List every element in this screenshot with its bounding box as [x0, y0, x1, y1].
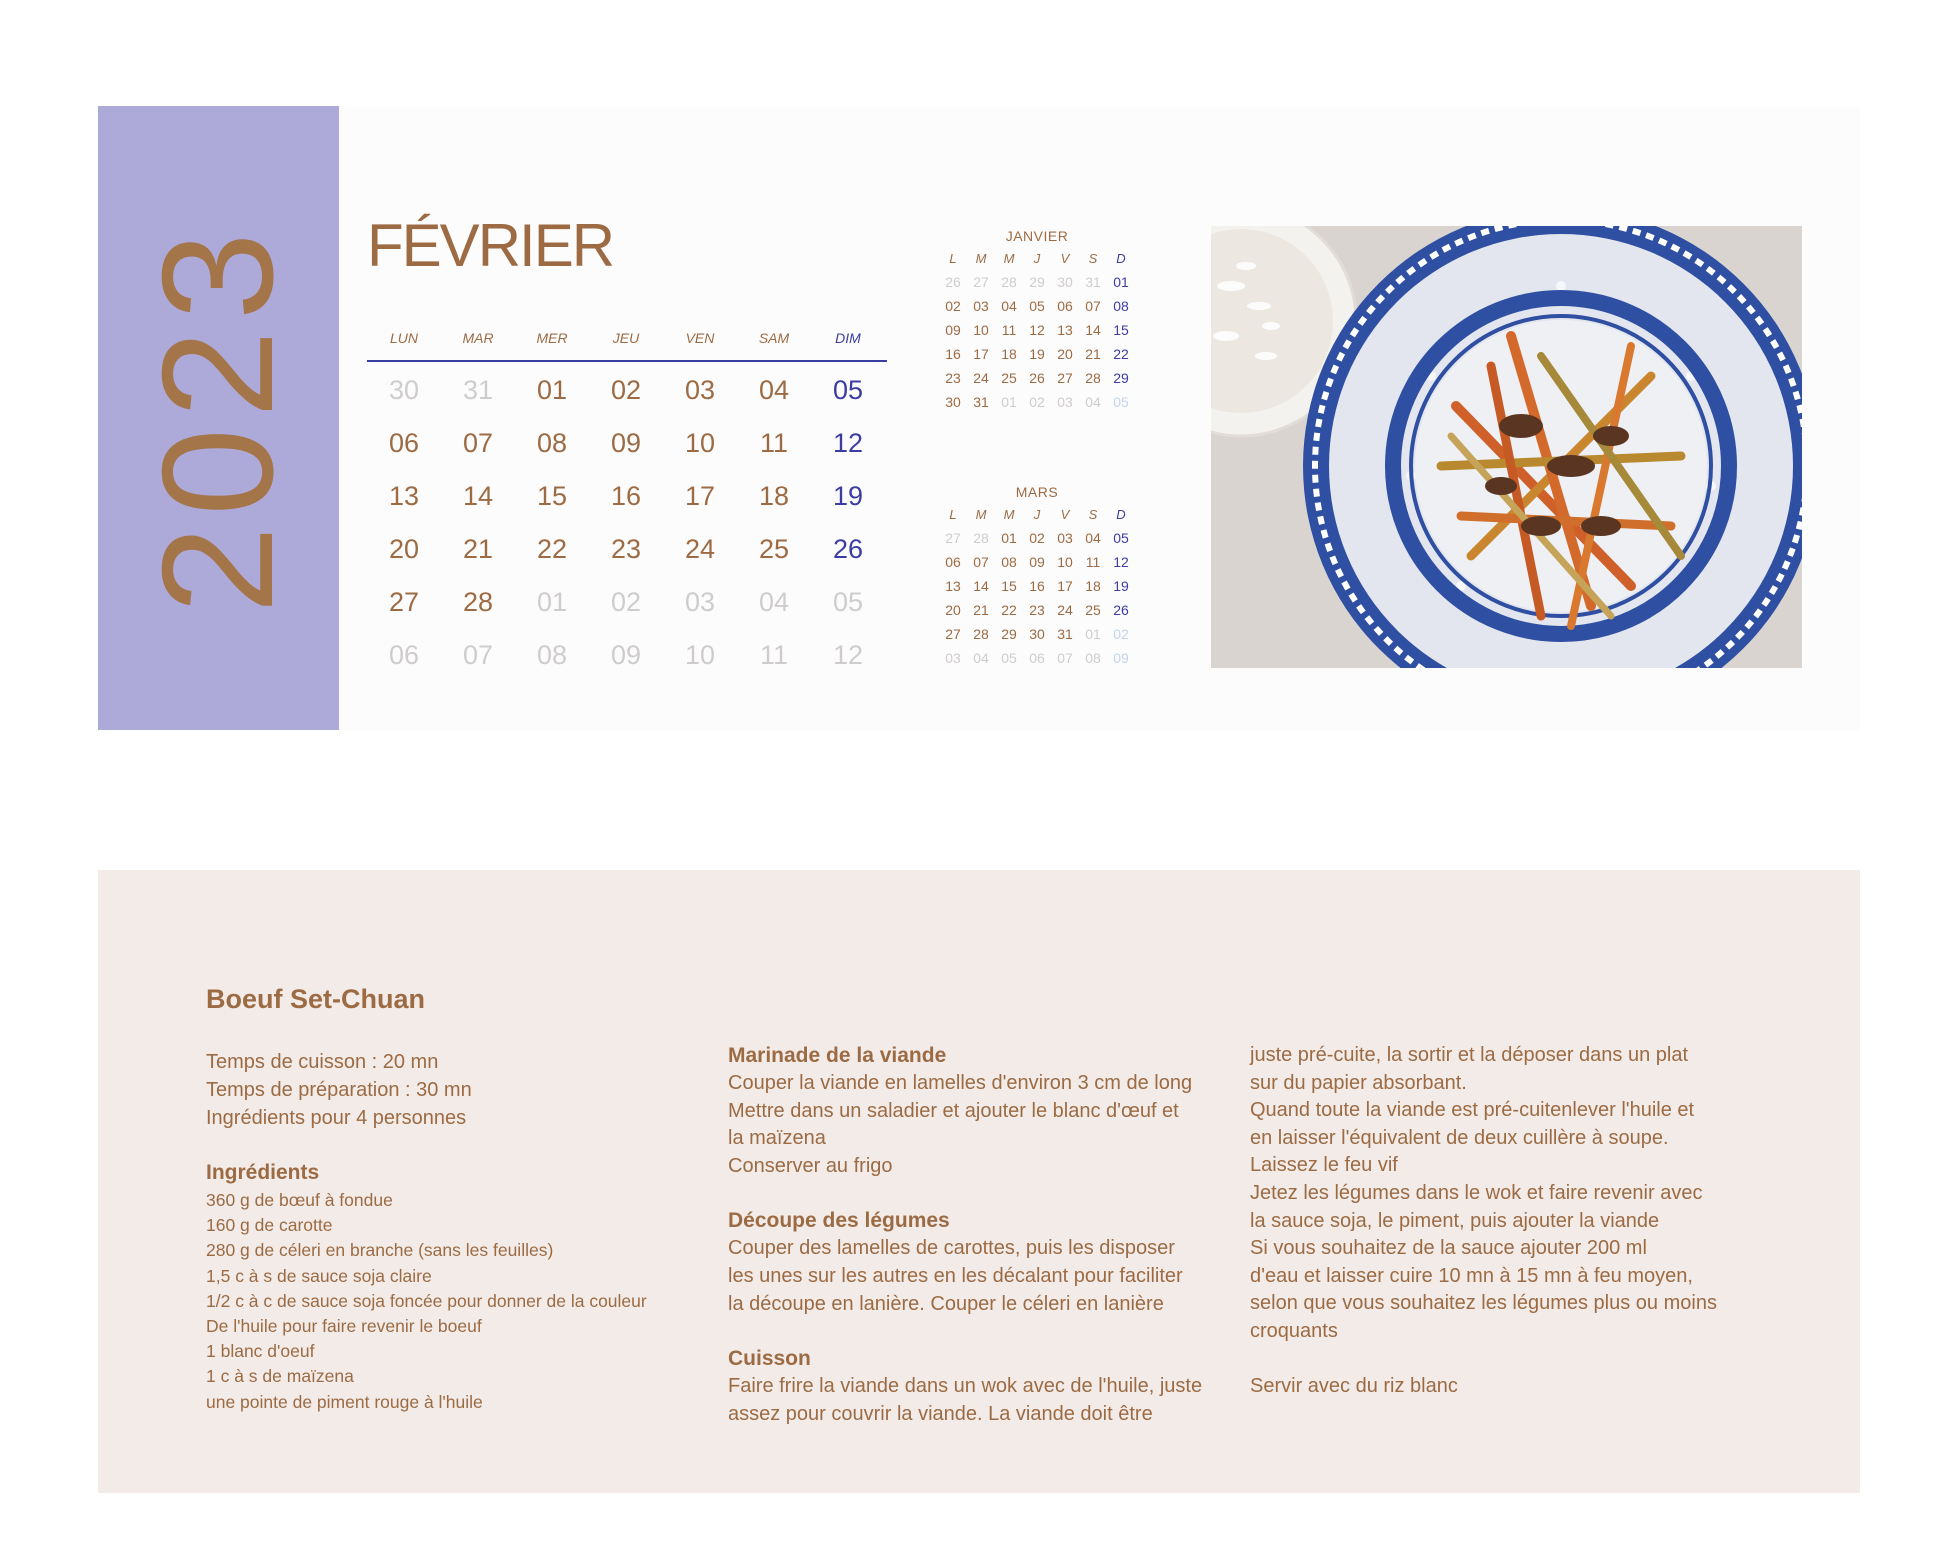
mini-calendar-january	[939, 226, 1135, 414]
day-cell: 08	[536, 640, 568, 670]
main-calendar	[367, 322, 887, 682]
mini-day: 05	[1001, 650, 1017, 666]
mini-day: 28	[973, 530, 989, 546]
day-cell: 27	[388, 587, 420, 617]
mini-day: 13	[945, 578, 961, 594]
mini-weekday: V	[1060, 506, 1070, 522]
section-line: la découpe en lanière. Couper le céleri en lanière	[728, 1292, 1164, 1315]
mini-day: 25	[1085, 602, 1101, 618]
day-cell: 07	[462, 428, 494, 458]
mini-day: 28	[1001, 274, 1017, 290]
day-cell: 10	[684, 640, 716, 670]
mini-day: 11	[1085, 554, 1101, 570]
mini-day: 22	[1001, 602, 1017, 618]
day-cell: 11	[759, 640, 789, 670]
weekday-label: JEU	[612, 330, 640, 346]
step-line: juste pré-cuite, la sortir et la déposer dans un plat	[1250, 1044, 1689, 1066]
mini-day: 21	[973, 602, 989, 618]
mini-day: 22	[1113, 346, 1129, 362]
mini-day: 28	[973, 626, 989, 642]
day-cell: 05	[832, 375, 864, 405]
recipe-column-1	[206, 1048, 706, 1415]
ingredient-item: De l'huile pour faire revenir le boeuf	[206, 1316, 482, 1337]
mini-day: 07	[1085, 298, 1101, 314]
mini-day: 20	[1057, 346, 1073, 362]
mini-day: 01	[1085, 626, 1101, 642]
dish-photo	[1211, 226, 1802, 668]
mini-day: 31	[973, 394, 989, 410]
mini-day: 31	[1085, 274, 1101, 290]
mini-day: 03	[1057, 530, 1073, 546]
section-line: assez pour couvrir la viande. La viande doit être	[728, 1402, 1153, 1425]
recipe-title: Boeuf Set-Chuan	[206, 984, 425, 1014]
mini-month-name: MARS	[1015, 484, 1059, 500]
mini-day: 25	[1001, 370, 1017, 386]
weekday-divider	[367, 360, 887, 362]
mini-day: 30	[1057, 274, 1073, 290]
ingredient-item: 1 c à s de maïzena	[206, 1366, 354, 1387]
recipe-info	[206, 1048, 706, 1132]
ingredients-heading: Ingrédients	[206, 1161, 320, 1184]
day-cell: 04	[758, 375, 790, 405]
mini-day: 04	[1085, 394, 1101, 410]
mini-day: 20	[945, 602, 961, 618]
day-cell: 09	[610, 640, 642, 670]
day-cell: 25	[758, 534, 790, 564]
mini-day: 02	[1029, 530, 1045, 546]
step-line: Si vous souhaitez de la sauce ajouter 200 ml	[1250, 1237, 1647, 1260]
mini-day: 10	[973, 322, 989, 338]
mini-day: 05	[1029, 298, 1045, 314]
spacer	[728, 1318, 1238, 1345]
ingredient-item: 360 g de bœuf à fondue	[206, 1190, 393, 1210]
day-cell: 02	[610, 375, 642, 405]
day-cell: 21	[462, 534, 494, 564]
mini-calendar-march	[939, 482, 1135, 670]
mini-day: 27	[1057, 370, 1073, 386]
mini-day: 17	[973, 346, 989, 362]
cooking-steps	[1250, 1042, 1770, 1346]
section-line: Mettre dans un saladier et ajouter le blanc d'œuf et	[728, 1099, 1179, 1122]
mini-day: 01	[1001, 394, 1017, 410]
mini-day: 29	[1113, 370, 1129, 386]
ingredient-item: 1 blanc d'oeuf	[206, 1341, 315, 1362]
step-line: d'eau et laisser cuire 10 mn à 15 mn à feu moyen,	[1250, 1264, 1693, 1287]
mini-day: 02	[945, 298, 961, 314]
recipe-column-2	[728, 1042, 1238, 1428]
day-cell: 09	[610, 428, 642, 458]
weekday-label: DIM	[835, 330, 861, 346]
mini-weekday: L	[949, 250, 957, 266]
mini-day: 31	[1057, 626, 1073, 642]
mini-weekday: D	[1116, 506, 1126, 522]
mini-day: 04	[973, 650, 989, 666]
mini-weekday: S	[1088, 506, 1098, 522]
day-grid	[367, 364, 887, 682]
info-line: Ingrédients pour 4 personnes	[206, 1107, 467, 1129]
mini-day: 29	[1029, 274, 1045, 290]
mini-day: 12	[1029, 322, 1045, 338]
mini-day: 21	[1085, 346, 1101, 362]
mini-day: 14	[1085, 322, 1101, 338]
mini-day: 03	[973, 298, 989, 314]
month-title: FÉVRIER	[367, 212, 614, 279]
mini-day: 02	[1029, 394, 1045, 410]
day-cell: 01	[536, 587, 568, 617]
mini-day: 06	[945, 554, 961, 570]
mini-day: 30	[1029, 626, 1045, 642]
day-cell: 20	[388, 534, 420, 564]
mini-day: 14	[973, 578, 989, 594]
day-cell: 03	[684, 587, 716, 617]
day-cell: 05	[832, 587, 864, 617]
mini-day: 05	[1113, 530, 1129, 546]
day-cell: 08	[536, 428, 568, 458]
ingredients-list	[206, 1188, 706, 1415]
mini-day: 01	[1001, 530, 1017, 546]
mini-day: 02	[1113, 626, 1129, 642]
ingredient-item: 160 g de carotte	[206, 1215, 333, 1236]
day-cell: 15	[536, 481, 568, 511]
day-cell: 24	[684, 534, 716, 564]
mini-day: 27	[973, 274, 989, 290]
mini-day: 09	[1113, 650, 1129, 666]
section-heading: Cuisson	[728, 1347, 811, 1371]
mini-day: 07	[1057, 650, 1073, 666]
dish-illustration	[1211, 226, 1802, 668]
step-line: selon que vous souhaitez les légumes plus ou moins	[1250, 1292, 1717, 1315]
mini-day: 29	[1001, 626, 1017, 642]
day-cell: 04	[758, 587, 790, 617]
day-cell: 16	[610, 481, 642, 511]
mini-day: 09	[1029, 554, 1045, 570]
step-line: en laisser l'équivalent de deux cuillère à soupe.	[1250, 1126, 1669, 1149]
mini-day: 16	[1029, 578, 1045, 594]
mini-day: 03	[945, 650, 961, 666]
mini-day: 30	[945, 394, 961, 410]
weekday-label: MAR	[462, 330, 494, 346]
weekday-label: MER	[536, 330, 568, 346]
day-cell: 06	[388, 428, 420, 458]
ingredient-item: 1,5 c à s de sauce soja claire	[206, 1265, 432, 1286]
day-cell: 14	[462, 481, 494, 511]
mini-day: 07	[973, 554, 989, 570]
mini-day: 27	[945, 530, 961, 546]
day-cell: 10	[684, 428, 716, 458]
mini-weekday: L	[949, 506, 957, 522]
section-line: Couper des lamelles de carottes, puis les disposer	[728, 1237, 1175, 1260]
mini-day: 04	[1085, 530, 1101, 546]
mini-day: 03	[1057, 394, 1073, 410]
mini-day: 24	[1057, 602, 1073, 618]
mini-day: 08	[1085, 650, 1101, 666]
weekday-label: VEN	[685, 330, 715, 346]
day-cell: 18	[758, 481, 790, 511]
ingredient-item: 280 g de céleri en branche (sans les feuilles)	[206, 1240, 554, 1261]
mini-weekday: V	[1060, 250, 1070, 266]
day-cell: 13	[388, 481, 420, 511]
step-line: Laissez le feu vif	[1250, 1154, 1398, 1177]
section-line: Couper la viande en lamelles d'environ 3 cm de long	[728, 1072, 1193, 1094]
day-cell: 06	[388, 640, 420, 670]
mini-month-name: JANVIER	[1005, 228, 1069, 244]
section-heading: Marinade de la viande	[728, 1044, 947, 1067]
day-cell: 03	[684, 375, 716, 405]
mini-day: 09	[945, 322, 961, 338]
mini-weekday: J	[1033, 250, 1041, 266]
mini-day: 17	[1057, 578, 1073, 594]
info-line: Temps de cuisson : 20 mn	[206, 1051, 439, 1073]
step-line: croquants	[1250, 1319, 1338, 1342]
info-line: Temps de préparation : 30 mn	[206, 1079, 472, 1101]
mini-weekday: M	[975, 250, 987, 266]
mini-day: 13	[1057, 322, 1073, 338]
day-cell: 02	[610, 587, 642, 617]
mini-day: 16	[945, 346, 961, 362]
day-cell: 17	[684, 481, 716, 511]
mini-day: 08	[1113, 298, 1129, 314]
mini-day: 27	[945, 626, 961, 642]
step-line: sur du papier absorbant.	[1250, 1071, 1467, 1094]
section-line: la maïzena	[728, 1127, 826, 1150]
day-cell: 11	[759, 428, 789, 458]
section-line: Conserver au frigo	[728, 1154, 893, 1177]
day-cell: 01	[536, 375, 568, 405]
step-line: la sauce soja, le piment, puis ajouter la viande	[1250, 1209, 1660, 1232]
mini-day: 18	[1085, 578, 1101, 594]
section-line: Faire frire la viande dans un wok avec de l'huile, juste	[728, 1375, 1203, 1398]
ingredient-item: 1/2 c à c de sauce soja foncée pour donner de la couleur	[206, 1290, 647, 1311]
weekday-label: LUN	[389, 330, 418, 346]
mini-day: 23	[945, 370, 961, 386]
serving-note: Servir avec du riz blanc	[1250, 1375, 1458, 1398]
mini-day: 26	[945, 274, 961, 290]
mini-day: 04	[1001, 298, 1017, 314]
day-cell: 28	[462, 587, 494, 617]
mini-day: 19	[1029, 346, 1045, 362]
mini-day-grid	[939, 502, 1135, 670]
day-cell: 26	[832, 534, 864, 564]
day-cell: 12	[832, 640, 864, 670]
spacer	[1250, 1346, 1770, 1374]
ingredient-item: une pointe de piment rouge à l'huile	[206, 1391, 483, 1412]
mini-day: 19	[1113, 578, 1129, 594]
mini-day: 15	[1113, 322, 1129, 338]
day-cell: 31	[462, 375, 494, 405]
year-label: 2023	[130, 222, 306, 614]
recipe-column-3	[1250, 1042, 1770, 1401]
step-line: Quand toute la viande est pré-cuitenlever l'huile et	[1250, 1099, 1695, 1122]
mini-day: 06	[1057, 298, 1073, 314]
day-cell: 23	[610, 534, 642, 564]
mini-day: 08	[1001, 554, 1017, 570]
day-cell: 12	[832, 428, 864, 458]
mini-weekday: S	[1088, 250, 1098, 266]
section-heading: Découpe des légumes	[728, 1209, 950, 1233]
mini-weekday: J	[1033, 506, 1041, 522]
day-cell: 07	[462, 640, 494, 670]
mini-day: 18	[1001, 346, 1017, 362]
mini-day: 01	[1113, 274, 1129, 290]
section-line: les unes sur les autres en les décalant pour faciliter	[728, 1264, 1183, 1287]
mini-day: 05	[1113, 394, 1129, 410]
weekday-header	[367, 322, 887, 354]
day-cell: 30	[388, 375, 420, 405]
mini-day: 23	[1029, 602, 1045, 618]
mini-day: 11	[1001, 322, 1017, 338]
weekday-label: SAM	[758, 330, 790, 346]
mini-day-grid	[939, 246, 1135, 414]
step-line: Jetez les légumes dans le wok et faire revenir avec	[1250, 1181, 1703, 1204]
mini-weekday: D	[1116, 250, 1126, 266]
spacer	[728, 1180, 1238, 1207]
mini-weekday: M	[1003, 250, 1015, 266]
mini-day: 26	[1029, 370, 1045, 386]
mini-day: 26	[1113, 602, 1129, 618]
mini-day: 10	[1057, 554, 1073, 570]
mini-day: 06	[1029, 650, 1045, 666]
mini-day: 24	[973, 370, 989, 386]
mini-weekday: M	[1003, 506, 1015, 522]
mini-day: 15	[1001, 578, 1017, 594]
day-cell: 22	[536, 534, 568, 564]
mini-weekday: M	[975, 506, 987, 522]
mini-day: 28	[1085, 370, 1101, 386]
day-cell: 19	[832, 481, 864, 511]
mini-day: 12	[1113, 554, 1129, 570]
